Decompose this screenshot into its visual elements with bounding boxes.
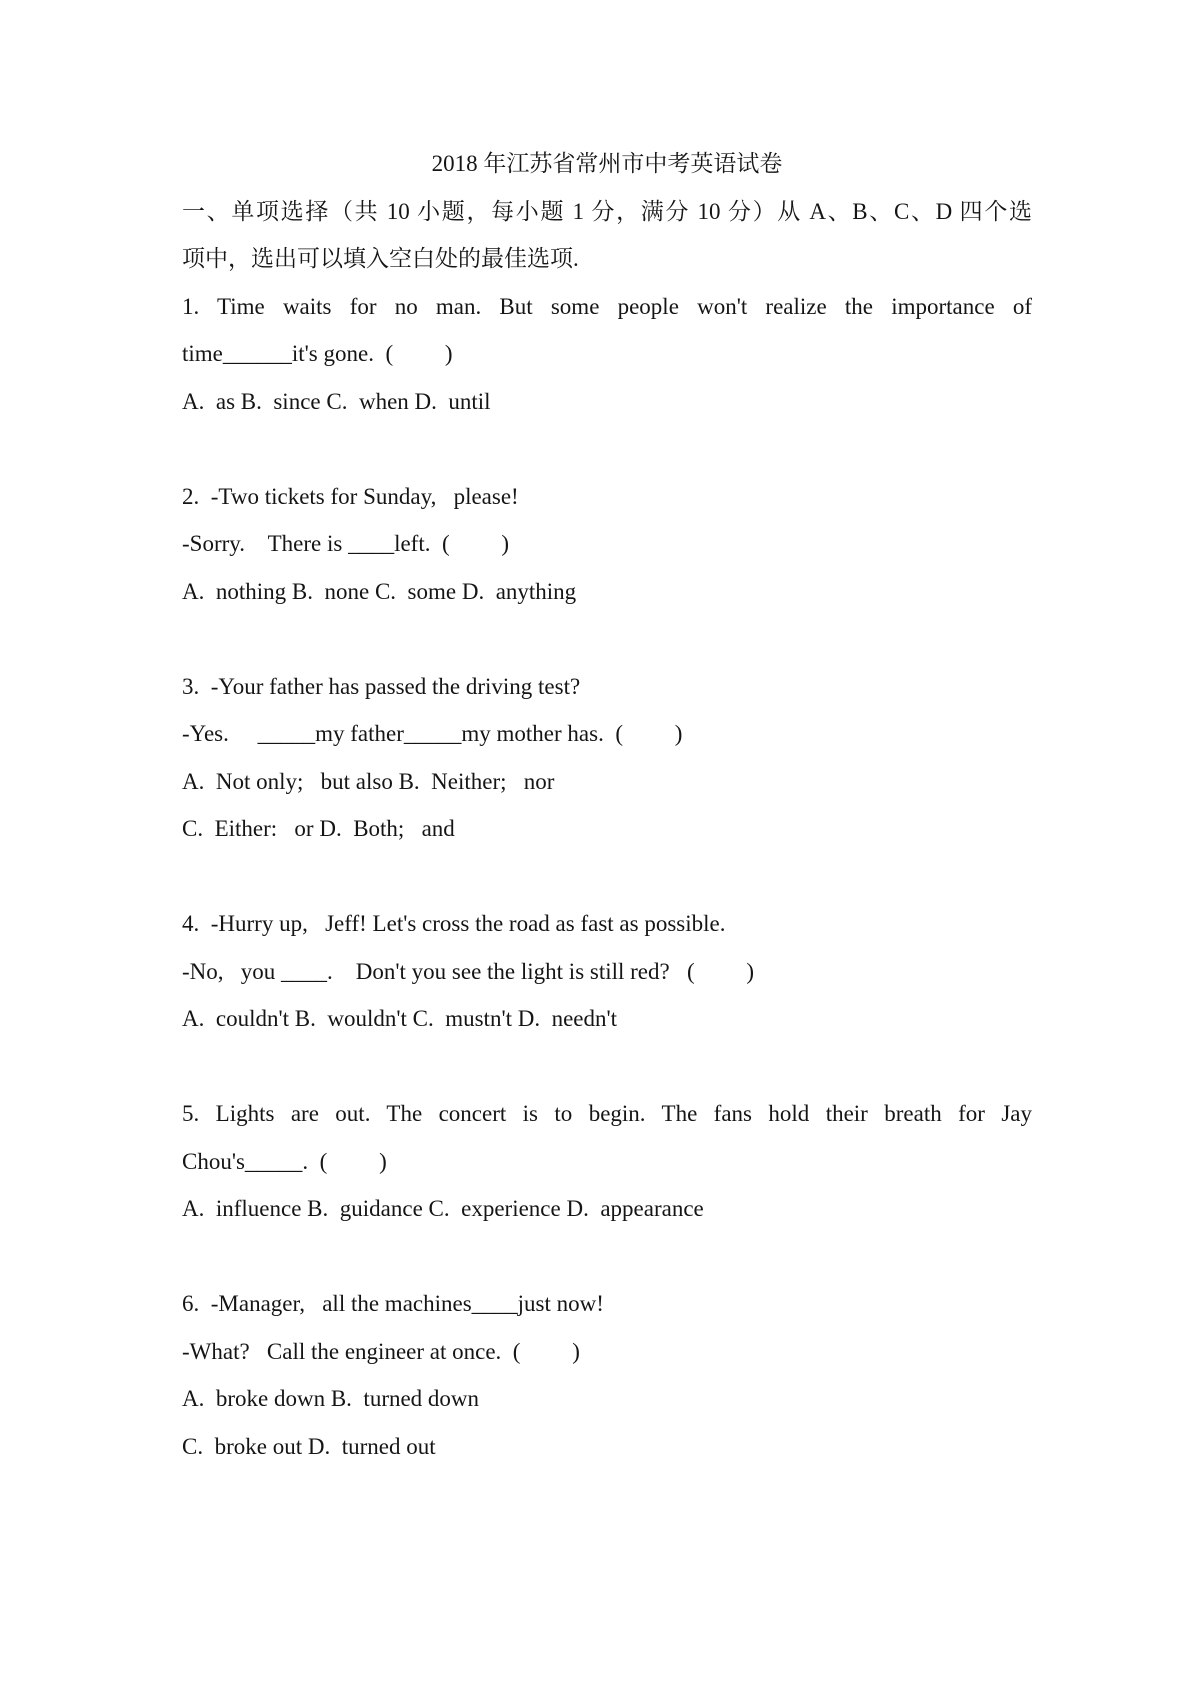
question-5-stem-line-2: Chou's_____. ( ): [182, 1148, 387, 1174]
question-2-stem-line-1: 2. -Two tickets for Sunday, please!: [182, 483, 519, 509]
question-6-options-cd: C. broke out D. turned out: [182, 1433, 436, 1459]
question-1: [182, 283, 1032, 426]
question-4-stem-line-1: 4. -Hurry up, Jeff! Let's cross the road as fast as possible.: [182, 911, 726, 936]
question-5-stem-line-1: 5. Lights are out. The concert is to begin. The fans hold their breath for Jay: [182, 1101, 1032, 1126]
blank-line: [182, 615, 1032, 663]
blank-line: [182, 425, 1032, 473]
question-6-options-ab: A. broke down B. turned down: [182, 1386, 480, 1411]
question-1-options: A. as B. since C. when D. until: [182, 388, 491, 414]
section-heading-line-2: 项中，选出可以填入空白处的最佳选项.: [182, 246, 579, 271]
question-3-stem-line-1: 3. -Your father has passed the driving test?: [182, 673, 581, 699]
blank-line: [182, 1233, 1032, 1281]
section-heading-line-1: 一、单项选择（共 10 小题，每小题 1 分，满分 10 分）从 A、B、C、D 四个选: [182, 198, 1032, 224]
question-6-stem-line-1: 6. -Manager, all the machines____just now!: [182, 1291, 604, 1316]
question-4: [182, 900, 1032, 1043]
question-3-options-ab: A. Not only; but also B. Neither; nor: [182, 768, 555, 794]
page-title: 2018 年江苏省常州市中考英语试卷: [431, 151, 783, 176]
question-1-stem-line-2: time______it's gone. ( ): [182, 341, 453, 366]
blank-line: [182, 1043, 1032, 1091]
question-1-stem-line-1: 1. Time waits for no man. But some people won't realize the importance of: [182, 293, 1032, 319]
question-2: [182, 473, 1032, 616]
question-4-options: A. couldn't B. wouldn't C. mustn't D. needn't: [182, 1006, 618, 1031]
blank-line: [182, 853, 1032, 901]
question-3-options-cd: C. Either: or D. Both; and: [182, 816, 455, 841]
question-5: [182, 1090, 1032, 1233]
question-3-stem-line-2: -Yes. _____my father_____my mother has. ( ): [182, 721, 683, 746]
question-6-stem-line-2: -What? Call the engineer at once. ( ): [182, 1338, 580, 1364]
question-2-stem-line-2: -Sorry. There is ____left. ( ): [182, 531, 510, 556]
question-5-options: A. influence B. guidance C. experience D. appearance: [182, 1196, 704, 1221]
question-6: [182, 1280, 1032, 1470]
question-4-stem-line-2: -No, you ____. Don't you see the light is still red? ( ): [182, 958, 755, 984]
exam-document: [182, 140, 1032, 1470]
question-3: [182, 663, 1032, 853]
question-2-options: A. nothing B. none C. some D. anything: [182, 578, 577, 604]
